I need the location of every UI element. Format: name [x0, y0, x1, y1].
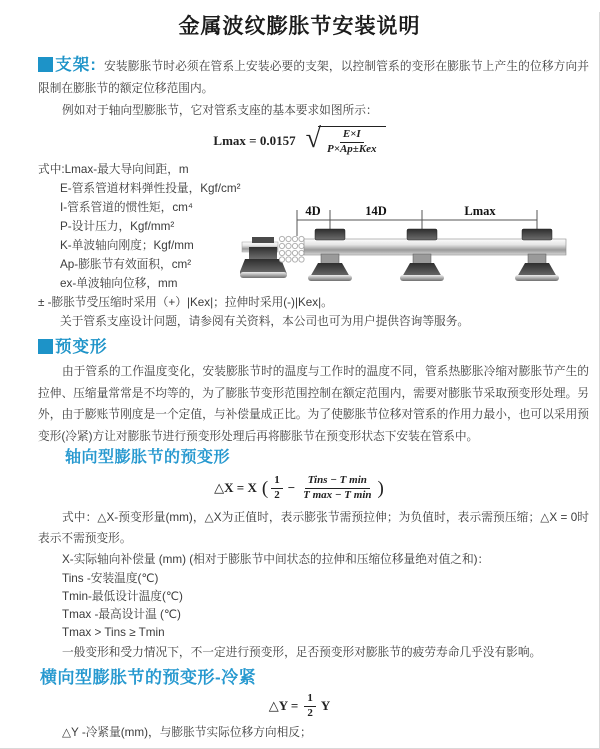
subheading-lateral-predeform: 横向型膨胀节的预变形-冷紧	[40, 668, 257, 687]
lateral-note: △Y -冷紧量(mm)，与膨胀节实际位移方向相反；	[62, 726, 312, 739]
kex-note: ± -膨胀节受压缩时采用（+）|Kex|；拉伸时采用(-)|Kex|。	[38, 296, 333, 309]
fraction-denominator: T max − T min	[303, 488, 372, 501]
definition-line: ex-单波轴向位移，mm	[60, 277, 178, 290]
temperature-definitions	[62, 570, 599, 642]
axial-x-definition: X-实际轴向补偿量 (mm) (相对于膨胀节中间状态的拉伸和压缩位移量绝对值之和)：	[62, 553, 490, 566]
subheading-axial-predeform: 轴向型膨胀节的预变形	[65, 449, 231, 466]
temperature-fraction	[300, 474, 374, 503]
dimension-label-4d: 4D	[305, 204, 321, 218]
support-example-text: 例如对于轴向型膨胀节，它对管系支座的基本要求如图所示：	[62, 104, 378, 117]
definition-line: E-管系管道材料弹性投量，Kgf/cm²	[60, 182, 241, 195]
pipe	[304, 239, 566, 255]
lmax-formula	[0, 122, 599, 156]
formula-rhs: Y	[320, 698, 331, 713]
definition-line: I-管系管道的惯性矩，cm⁴	[60, 201, 193, 214]
radical-sign: √	[305, 122, 321, 154]
fraction-numerator: 1	[271, 474, 283, 489]
section-heading-predeform-row	[38, 336, 589, 360]
dimension-label-lmax: Lmax	[464, 204, 496, 218]
pipe-support-diagram	[240, 202, 600, 302]
bellows-icon	[279, 236, 304, 262]
temp-line: Tmax > Tins ≥ Tmin	[62, 626, 165, 639]
support-intro-text: 安装膨胀节时必须在管系上安装必要的支架，以控制管系的变形在膨胀节上产生的位移方向并限制在膨胀节的额定位移范围内。	[38, 60, 589, 95]
axial-note: 一般变形和受力情况下，不一定进行预变形，足否预变形对膨胀节的疲劳寿命几乎没有影响。	[62, 646, 542, 659]
definition-line: P-设计压力，Kgf/mm²	[60, 220, 175, 233]
half-fraction	[304, 692, 316, 721]
formula-fraction	[324, 128, 380, 157]
temp-line: Tins -安装温度(℃)	[62, 572, 159, 585]
radical-expression	[305, 122, 386, 157]
axial-predeform-formula	[0, 471, 599, 505]
dimension-label-14d: 14D	[365, 204, 387, 218]
definition-line: K-单波轴向刚度；Kgf/mm	[60, 239, 194, 252]
right-paren: )	[377, 477, 384, 499]
fraction-denominator: P×Ap±Kex	[326, 142, 377, 155]
formula-lhs: △Y =	[268, 698, 299, 713]
document-page	[0, 12, 600, 749]
fraction-numerator: Tins − T min	[305, 474, 370, 489]
formula-lhs: △X = X	[214, 480, 257, 495]
fraction-denominator: 2	[307, 706, 313, 719]
page-title: 金属波纹膨胀节安装说明	[178, 15, 421, 38]
predeform-paragraph: 由于管系的工作温度变化，安装膨胀节时的温度与工作时的温度不同，管系热膨胀冷缩对膨胀节产生的拉伸、压缩量常常是不均等的，为了膨胀节变形范围控制在额定范围内，需要对膨胀节采取预变形处理。另外，由于膨账节刚度是一个定值，与补偿量成正比。为了使膨胀节位移对管系的作用力最小，也可以采用预变形(冷紧)方让对膨胀节进行预变形处理后再将膨胀节在预变形状态下安装在管系中。	[38, 365, 589, 443]
section-marker-square	[38, 57, 53, 72]
section-heading-support: 支架:	[55, 56, 97, 74]
section-heading-predeform: 预变形	[55, 338, 108, 356]
axial-formula-explanation: 式中：△X-预变形量(mm)，△X为正值时，表示膨张节需预拉伸；为负值时，表示需预压缩；△X = 0时表示不需预变形。	[38, 511, 589, 545]
fraction-numerator: E×I	[340, 128, 364, 143]
fraction-denominator: 2	[274, 488, 280, 501]
fraction-numerator: 1	[304, 692, 316, 707]
temp-line: Tmin-最低设计温度(℃)	[62, 590, 183, 603]
left-paren: (	[261, 477, 269, 499]
definition-line: Ap-膨胀节有效面积，cm²	[60, 258, 192, 271]
consulting-note: 关于管系支座设计问题，请参阅有关资料，本公司也可为用户提供咨询等服务。	[60, 315, 470, 328]
half-fraction	[271, 474, 283, 503]
definition-line: 式中:Lmax-最大导向间距，m	[38, 163, 189, 176]
formula-lhs: Lmax = 0.0157	[213, 133, 296, 148]
lateral-predeform-formula	[0, 692, 599, 720]
minus-operator: −	[287, 480, 296, 495]
section-marker-square	[38, 339, 53, 354]
temp-line: Tmax -最高设计温 (℃)	[62, 608, 181, 621]
support-paragraph	[38, 54, 589, 100]
